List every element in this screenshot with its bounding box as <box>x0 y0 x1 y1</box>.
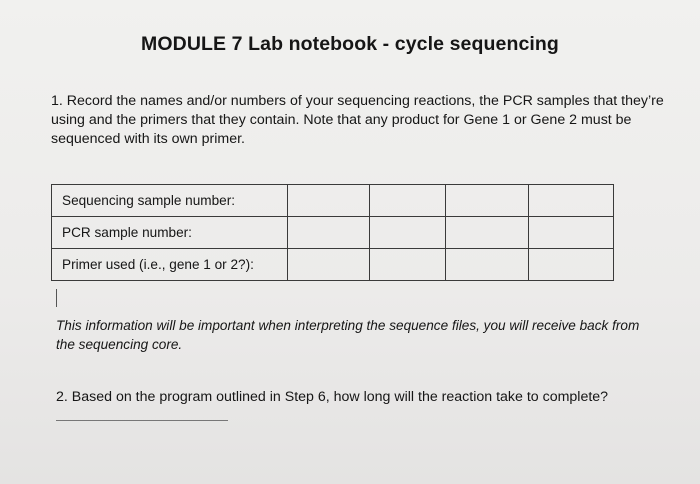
info-note: This information will be important when interpreting the sequence files, you will receive back from the sequencing core. <box>56 318 640 352</box>
table-row <box>52 217 614 249</box>
table-row <box>52 185 614 217</box>
row-label-primer-used: Primer used (i.e., gene 1 or 2?): <box>52 249 288 281</box>
sample-table <box>51 184 614 281</box>
answer-cell[interactable] <box>446 249 529 281</box>
question-1-text: 1. Record the names and/or numbers of your sequencing reactions, the PCR samples that they’re using and the primers that they contain. Note that any product for Gene 1 or Gene 2 must be sequenced with its own primer. <box>51 93 664 147</box>
answer-cell[interactable] <box>288 249 370 281</box>
page-title: MODULE 7 Lab notebook - cycle sequencing <box>141 33 559 55</box>
answer-cell[interactable] <box>370 249 446 281</box>
answer-cell[interactable] <box>446 185 529 217</box>
answer-line[interactable] <box>56 420 228 421</box>
pen-mark <box>56 289 57 307</box>
answer-cell[interactable] <box>446 217 529 249</box>
question-2-text: 2. Based on the program outlined in Step 6, how long will the reaction take to complete? <box>56 389 609 405</box>
answer-cell[interactable] <box>288 217 370 249</box>
answer-cell[interactable] <box>529 217 614 249</box>
answer-cell[interactable] <box>288 185 370 217</box>
row-label-sequencing-sample: Sequencing sample number: <box>52 185 288 217</box>
answer-cell[interactable] <box>529 249 614 281</box>
table-row <box>52 249 614 281</box>
answer-cell[interactable] <box>370 217 446 249</box>
row-label-pcr-sample: PCR sample number: <box>52 217 288 249</box>
answer-cell[interactable] <box>529 185 614 217</box>
answer-cell[interactable] <box>370 185 446 217</box>
